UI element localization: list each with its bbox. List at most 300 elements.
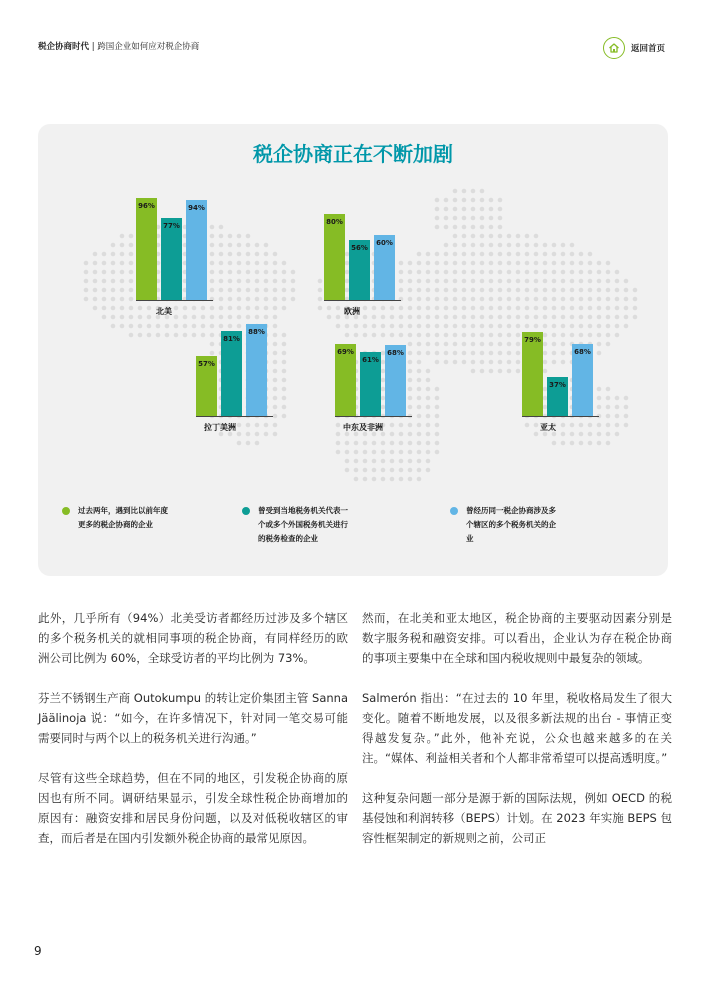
map-dot [561,288,566,293]
map-dot [228,297,233,302]
bar-baseline [335,416,412,417]
map-dot [201,315,206,320]
map-dot [597,324,602,329]
chart-panel [38,124,668,576]
header-subtitle: 跨国企业如何应对税企协商 [97,42,200,52]
map-dot [615,288,620,293]
map-dot [444,342,449,347]
map-dot [471,306,476,311]
map-dot [120,234,125,239]
map-dot [264,261,269,266]
map-dot [462,324,467,329]
map-dot [102,261,107,266]
paragraph: 然而，在北美和亚太地区，税企协商的主要驱动因素分别是数字服务税和融资安排。可以看出，企业认为存在税企协商的事项主要集中在全球和国内税收规则中最复杂的领域。 [362,611,672,665]
map-dot [219,243,224,248]
map-dot [273,297,278,302]
map-dot [390,459,395,464]
map-dot [408,324,413,329]
map-dot [282,261,287,266]
map-dot [471,288,476,293]
map-dot [408,450,413,455]
map-dot [237,315,242,320]
map-dot [417,405,422,410]
map-dot [417,297,422,302]
map-dot [615,333,620,338]
map-dot [597,279,602,284]
map-dot [471,369,476,374]
map-dot [552,315,557,320]
map-dot [480,189,485,194]
map-dot [525,279,530,284]
map-dot [318,279,323,284]
map-dot [111,279,116,284]
map-dot [255,315,260,320]
map-dot [129,288,134,293]
map-dot [381,324,386,329]
map-dot [498,297,503,302]
map-dot [237,252,242,257]
map-dot [417,441,422,446]
map-dot [561,306,566,311]
map-dot [471,333,476,338]
bar-value-label: 61% [362,356,379,364]
map-dot [534,432,539,437]
map-dot [516,351,521,356]
map-dot [534,252,539,257]
map-dot [561,279,566,284]
bar-baseline [136,300,213,301]
map-dot [282,369,287,374]
map-dot [93,261,98,266]
map-dot [327,315,332,320]
map-dot [462,333,467,338]
map-dot [561,297,566,302]
map-dot [84,288,89,293]
map-dot [543,315,548,320]
home-icon[interactable] [603,37,625,59]
legend-dot-teal [242,507,250,515]
map-dot [453,270,458,275]
map-dot [624,288,629,293]
map-dot [480,234,485,239]
map-dot [615,315,620,320]
map-dot [462,351,467,356]
map-dot [228,315,233,320]
map-dot [552,297,557,302]
map-dot [417,270,422,275]
map-dot [174,306,179,311]
map-dot [444,306,449,311]
map-dot [372,441,377,446]
map-dot [363,459,368,464]
map-dot [408,270,413,275]
map-dot [426,378,431,383]
map-dot [489,243,494,248]
map-dot [165,333,170,338]
map-dot [444,351,449,356]
body-column-left [38,608,348,868]
map-dot [228,270,233,275]
map-dot [264,315,269,320]
map-dot [273,261,278,266]
map-dot [390,468,395,473]
map-dot [219,225,224,230]
map-dot [498,333,503,338]
map-dot [435,198,440,203]
map-dot [480,261,485,266]
map-dot [417,423,422,428]
map-dot [192,306,197,311]
map-dot [498,360,503,365]
map-dot [381,315,386,320]
map-dot [417,288,422,293]
map-dot [588,315,593,320]
map-dot [399,477,404,482]
map-dot [291,288,296,293]
map-dot [525,261,530,266]
map-dot [471,279,476,284]
map-dot [426,297,431,302]
map-dot [462,198,467,203]
map-dot [129,324,134,329]
map-dot [228,261,233,266]
map-dot [372,477,377,482]
map-dot [426,270,431,275]
map-dot [93,252,98,257]
map-dot [363,324,368,329]
region-asia-pacific [522,332,602,432]
map-dot [399,333,404,338]
map-dot [399,324,404,329]
map-dot [516,369,521,374]
map-dot [471,270,476,275]
map-dot [120,288,125,293]
map-dot [561,423,566,428]
map-dot [246,261,251,266]
map-dot [417,279,422,284]
map-dot [516,252,521,257]
map-dot [363,306,368,311]
bar-blue [186,200,207,300]
map-dot [606,414,611,419]
map-dot [462,315,467,320]
map-dot [399,441,404,446]
map-dot [453,189,458,194]
map-dot [507,297,512,302]
map-dot [606,423,611,428]
map-dot [111,270,116,275]
map-dot [462,288,467,293]
map-dot [282,351,287,356]
map-dot [570,270,575,275]
map-dot [237,270,242,275]
map-dot [579,288,584,293]
map-dot [102,315,107,320]
map-dot [444,225,449,230]
map-dot [399,468,404,473]
bar-value-label: 37% [549,381,566,389]
map-dot [471,198,476,203]
map-dot [615,279,620,284]
map-dot [129,297,134,302]
map-dot [570,243,575,248]
map-dot [588,297,593,302]
map-dot [363,315,368,320]
map-dot [237,234,242,239]
map-dot [426,261,431,266]
map-dot [570,297,575,302]
map-dot [426,468,431,473]
map-dot [588,423,593,428]
map-dot [237,441,242,446]
map-dot [606,342,611,347]
map-dot [480,198,485,203]
map-dot [426,288,431,293]
map-dot [570,252,575,257]
map-dot [489,342,494,347]
map-dot [264,243,269,248]
map-dot [516,297,521,302]
map-dot [417,396,422,401]
map-dot [570,306,575,311]
map-dot [588,441,593,446]
map-dot [597,270,602,275]
map-dot [336,315,341,320]
map-dot [417,369,422,374]
map-dot [426,396,431,401]
map-dot [282,306,287,311]
map-dot [291,270,296,275]
map-dot [462,270,467,275]
map-dot [525,288,530,293]
map-dot [624,405,629,410]
map-dot [498,225,503,230]
legend-text-1 [78,504,168,532]
map-dot [444,288,449,293]
map-dot [444,297,449,302]
map-dot [453,324,458,329]
map-dot [345,324,350,329]
home-link[interactable] [603,37,665,59]
map-dot [390,333,395,338]
legend-item-3 [450,504,630,546]
map-dot [228,234,233,239]
map-dot [354,477,359,482]
map-dot [606,441,611,446]
map-dot [570,324,575,329]
map-dot [345,333,350,338]
map-dot [408,468,413,473]
map-dot [480,306,485,311]
map-dot [255,279,260,284]
map-dot [624,423,629,428]
map-dot [246,243,251,248]
map-dot [381,450,386,455]
map-dot [426,315,431,320]
map-dot [264,288,269,293]
map-dot [498,207,503,212]
map-dot [84,261,89,266]
map-dot [489,216,494,221]
map-dot [615,324,620,329]
map-dot [525,297,530,302]
map-dot [525,315,530,320]
map-dot [498,270,503,275]
map-dot [516,243,521,248]
region-label-latin-america: 拉丁美洲 [204,423,236,432]
map-dot [615,270,620,275]
map-dot [444,207,449,212]
map-dot [417,360,422,365]
map-dot [408,423,413,428]
bar-value-label: 56% [351,244,368,252]
map-dot [246,423,251,428]
map-dot [93,279,98,284]
map-dot [183,306,188,311]
region-latin-america [196,324,276,432]
map-dot [264,297,269,302]
map-dot [471,243,476,248]
map-dot [291,297,296,302]
map-dot [336,432,341,437]
map-dot [597,441,602,446]
map-dot [525,423,530,428]
map-dot [417,450,422,455]
map-dot [390,432,395,437]
map-dot [588,432,593,437]
map-dot [507,243,512,248]
map-dot [399,315,404,320]
map-dot [615,432,620,437]
map-dot [552,441,557,446]
map-dot [606,387,611,392]
map-dot [543,288,548,293]
map-dot [417,459,422,464]
bar-value-label: 94% [188,204,205,212]
bar-value-label: 60% [376,239,393,247]
map-dot [507,252,512,257]
map-dot [363,333,368,338]
map-dot [255,270,260,275]
map-dot [462,207,467,212]
map-dot [561,432,566,437]
map-dot [606,432,611,437]
map-dot [633,288,638,293]
map-dot [282,342,287,347]
map-dot [552,324,557,329]
map-dot [597,432,602,437]
map-dot [480,333,485,338]
map-dot [354,459,359,464]
map-dot [246,279,251,284]
map-dot [426,252,431,257]
map-dot [606,324,611,329]
map-dot [462,234,467,239]
map-dot [552,243,557,248]
map-dot [435,396,440,401]
map-dot [525,324,530,329]
map-dot [435,324,440,329]
map-dot [390,423,395,428]
map-dot [543,324,548,329]
map-dot [579,441,584,446]
map-dot [408,333,413,338]
header-title: 税企协商时代 [38,42,90,52]
map-dot [228,252,233,257]
map-dot [588,324,593,329]
legend-line: 个或多个外国税务机关进行 [258,520,348,529]
map-dot [381,441,386,446]
map-dot [120,270,125,275]
map-dot [444,333,449,338]
map-dot [534,270,539,275]
map-dot [264,306,269,311]
bar-value-label: 88% [248,328,265,336]
map-dot [120,324,125,329]
map-dot [453,351,458,356]
map-dot [138,324,143,329]
map-dot [147,315,152,320]
map-dot [489,306,494,311]
map-dot [111,306,116,311]
map-dot [597,261,602,266]
paragraph: 此外，几乎所有（94%）北美受访者都经历过涉及多个辖区的多个税务机关的就相同事项的税企协商，有同样经历的欧洲公司比例为 60%，全球受访者的平均比例为 73%。 [38,611,348,665]
home-label[interactable]: 返回首页 [631,44,666,54]
map-dot [435,207,440,212]
map-dot [345,441,350,446]
map-dot [390,315,395,320]
map-dot [489,225,494,230]
map-dot [336,450,341,455]
map-dot [435,405,440,410]
body-column-right [362,608,672,868]
map-dot [444,360,449,365]
map-dot [444,270,449,275]
map-dot [426,306,431,311]
map-dot [462,342,467,347]
map-dot [102,297,107,302]
map-dot [264,270,269,275]
map-dot [471,207,476,212]
map-dot [579,324,584,329]
map-dot [579,297,584,302]
map-dot [219,297,224,302]
map-dot [489,351,494,356]
map-dot [435,216,440,221]
map-dot [381,333,386,338]
map-dot [417,306,422,311]
map-dot [498,315,503,320]
map-dot [363,441,368,446]
map-dot [579,315,584,320]
map-dot [444,216,449,221]
region-north-america [136,198,216,316]
map-dot [471,342,476,347]
map-dot [489,369,494,374]
map-dot [129,315,134,320]
map-dot [444,279,449,284]
map-dot [354,468,359,473]
map-dot [138,315,143,320]
map-dot [336,324,341,329]
map-dot [534,315,539,320]
map-dot [345,468,350,473]
map-dot [372,315,377,320]
map-dot [480,351,485,356]
bar-value-label: 80% [326,218,343,226]
map-dot [147,333,152,338]
map-dot [219,234,224,239]
